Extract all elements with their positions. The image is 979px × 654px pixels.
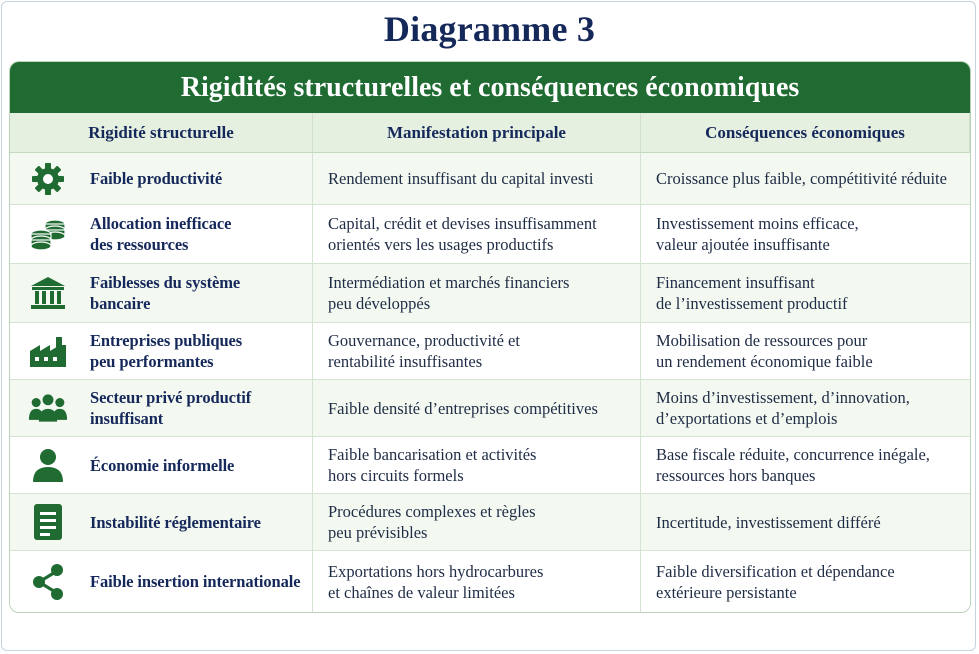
manifestation-cell (313, 551, 641, 613)
rigidity-label: Faible productivité (90, 169, 223, 188)
rigidity-label: Faible insertion internationale (90, 572, 301, 591)
people-group-icon (28, 388, 68, 428)
manifestation-cell (313, 264, 641, 323)
consequence-cell (641, 380, 970, 437)
document-icon (28, 502, 68, 542)
manifestation-text: Capital, crédit et devises insuffisamment orientés vers les usages productifs (328, 214, 597, 254)
table-banner: Rigidités structurelles et conséquences économiques (10, 62, 970, 113)
consequence-cell (641, 205, 970, 264)
manifestation-text: Faible bancarisation et activités hors circuits formels (328, 445, 537, 485)
manifestation-cell (313, 153, 641, 205)
share-icon (28, 562, 68, 602)
manifestation-text: Procédures complexes et règles peu prévisibles (328, 502, 536, 542)
manifestation-text: Exportations hors hydrocarbures et chaînes de valeur limitées (328, 561, 544, 602)
manifestation-text: Intermédiation et marchés financiers peu développés (328, 273, 570, 313)
consequence-cell (641, 437, 970, 494)
rigidity-table (10, 113, 970, 613)
factory-icon (28, 331, 68, 371)
header-rigidity: Rigidité structurelle (10, 113, 313, 153)
rigidity-cell (10, 551, 313, 613)
consequence-text: Investissement moins efficace, valeur ajoutée insuffisante (656, 214, 859, 254)
consequence-cell (641, 551, 970, 613)
figure-title: Diagramme 3 (383, 9, 596, 49)
consequence-text: Incertitude, investissement différé (656, 512, 881, 532)
manifestation-text: Rendement insuffisant du capital investi (328, 169, 594, 188)
consequence-cell (641, 264, 970, 323)
manifestation-cell (313, 380, 641, 437)
consequence-text: Moins d’investissement, d’innovation, d’exportations et d’emplois (656, 388, 910, 428)
rigidity-cell (10, 264, 313, 323)
rigidity-label: Instabilité réglementaire (90, 512, 261, 532)
header-consequences: Conséquences économiques (641, 113, 970, 153)
coin-stack-icon (28, 214, 68, 254)
consequence-cell (641, 153, 970, 205)
manifestation-cell (313, 205, 641, 264)
person-icon (28, 445, 68, 485)
rigidity-label: Secteur privé productif insuffisant (90, 388, 252, 428)
rigidity-cell (10, 205, 313, 264)
rigidity-label: Faiblesses du système bancaire (90, 273, 241, 313)
rigidity-cell (10, 380, 313, 437)
consequence-text: Croissance plus faible, compétitivité réduite (656, 169, 947, 188)
rigidity-cell (10, 323, 313, 380)
consequence-text: Financement insuffisant de l’investissement productif (656, 273, 848, 313)
consequence-cell (641, 323, 970, 380)
manifestation-cell (313, 437, 641, 494)
consequence-cell (641, 494, 970, 551)
header-manifestation: Manifestation principale (313, 113, 641, 153)
manifestation-cell (313, 323, 641, 380)
consequence-text: Mobilisation de ressources pour un rendement économique faible (656, 331, 873, 371)
rigidity-label: Entreprises publiques peu performantes (90, 331, 243, 371)
consequence-text: Faible diversification et dépendance extérieure persistante (656, 561, 895, 602)
rigidity-cell (10, 153, 313, 205)
manifestation-cell (313, 494, 641, 551)
bank-icon (28, 273, 68, 313)
gear-icon (28, 159, 68, 199)
manifestation-text: Faible densité d’entreprises compétitives (328, 398, 598, 418)
rigidity-label: Économie informelle (90, 455, 235, 475)
consequence-text: Base fiscale réduite, concurrence inégale, ressources hors banques (656, 445, 930, 485)
rigidity-cell (10, 437, 313, 494)
rigidity-label: Allocation inefficace des ressources (90, 214, 232, 254)
table-panel (9, 61, 971, 613)
manifestation-text: Gouvernance, productivité et rentabilité insuffisantes (328, 331, 520, 371)
rigidity-cell (10, 494, 313, 551)
